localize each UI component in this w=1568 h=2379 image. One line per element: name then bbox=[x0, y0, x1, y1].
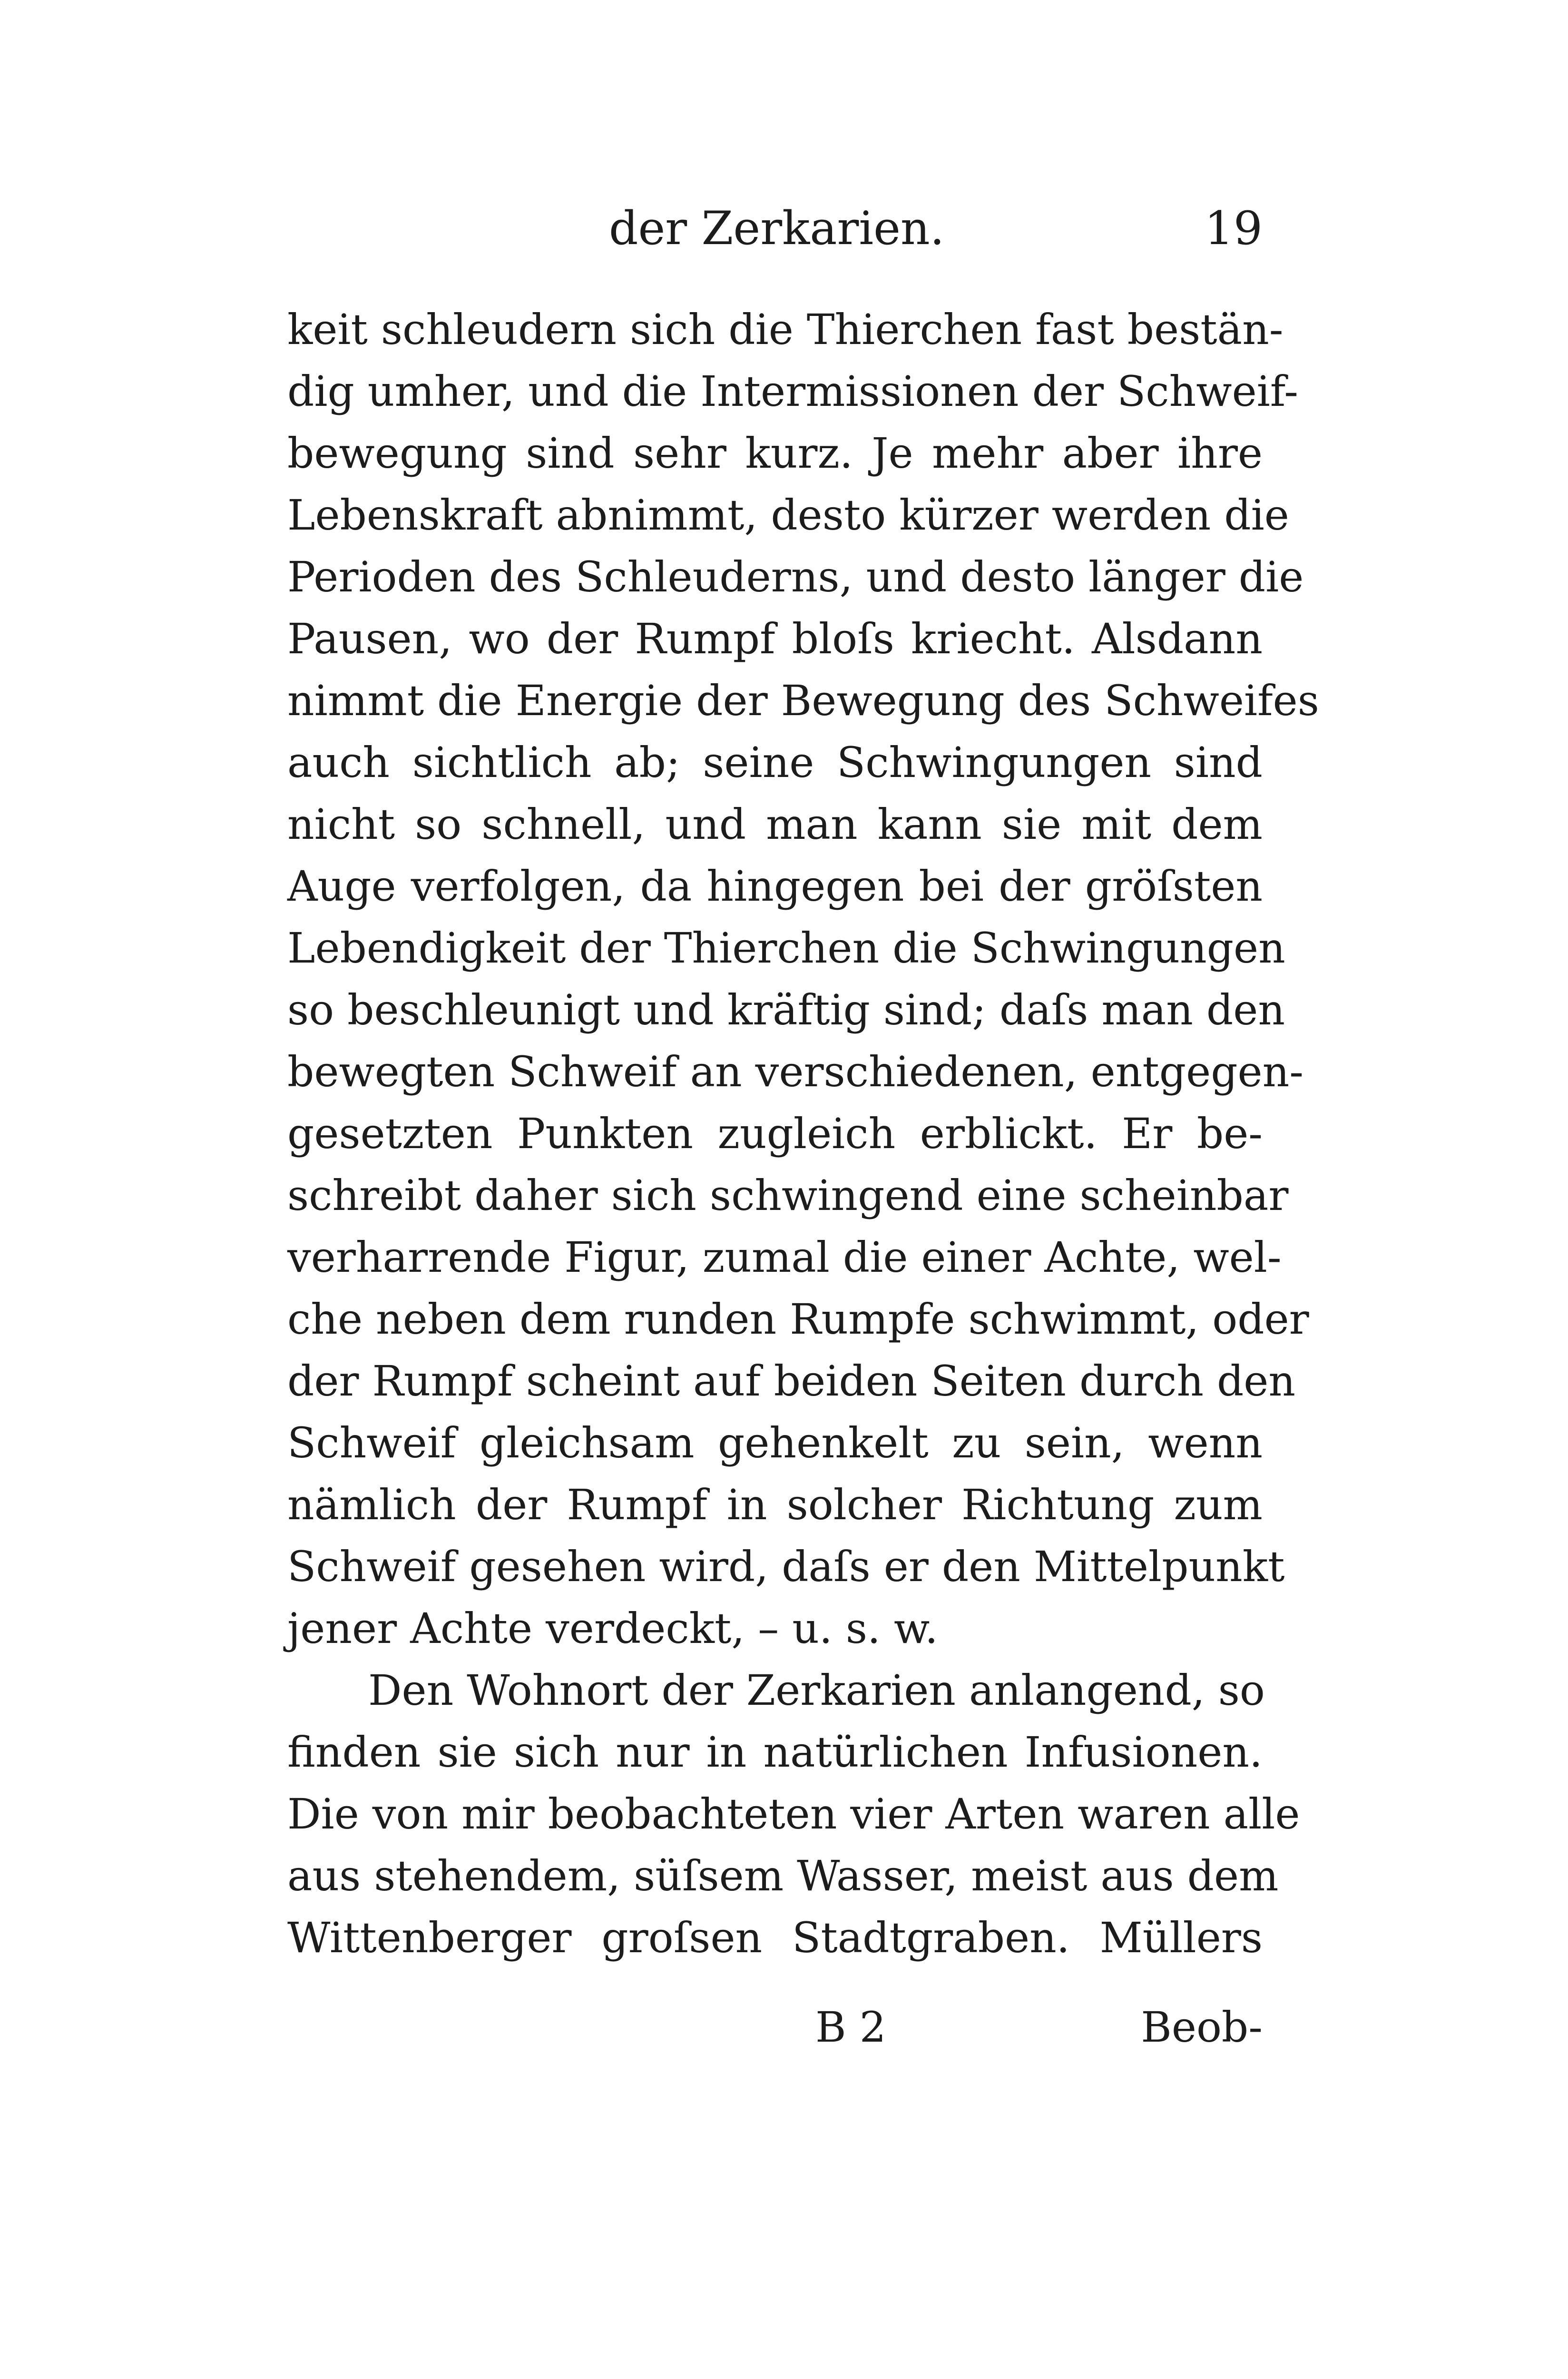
text-line: auch sichtlich ab; seine Schwingungen sind bbox=[287, 738, 1263, 787]
text-line: so beschleunigt und kräftig sind; daſs man den bbox=[287, 985, 1285, 1034]
text-line: jener Achte verdeckt, – u. s. w. bbox=[287, 1604, 938, 1653]
text-line: der Rumpf scheint auf beiden Seiten durch den bbox=[287, 1357, 1296, 1406]
paragraph bbox=[287, 299, 1319, 1660]
text-line: nicht so schnell, und man kann sie mit dem bbox=[287, 800, 1263, 849]
text-line: Pausen, wo der Rumpf bloſs kriecht. Alsdann bbox=[287, 614, 1263, 663]
signature-mark: B 2 bbox=[815, 2003, 886, 2052]
text-line: nämlich der Rumpf in solcher Richtung zum bbox=[287, 1480, 1263, 1529]
text-line: keit schleudern sich die Thierchen fast bestän- bbox=[287, 305, 1284, 354]
text-line: Perioden des Schleuderns, und desto länger die bbox=[287, 552, 1304, 601]
text-line: Den Wohnort der Zerkarien anlangend, so bbox=[368, 1666, 1265, 1715]
text-line: bewegung sind sehr kurz. Je mehr aber ihre bbox=[287, 429, 1263, 478]
text-line: aus stehendem, süſsem Wasser, meist aus dem bbox=[287, 1851, 1279, 1900]
text-line: verharrende Figur, zumal die einer Achte, wel- bbox=[287, 1233, 1282, 1282]
text-line: Schweif gesehen wird, daſs er den Mittelpunkt bbox=[287, 1542, 1285, 1591]
catchword: Beob- bbox=[1141, 2003, 1263, 2052]
text-line: bewegten Schweif an verschiedenen, entgegen- bbox=[287, 1047, 1304, 1096]
text-line: Wittenberger groſsen Stadtgraben. Müllers bbox=[287, 1913, 1263, 1962]
text-line: Auge verfolgen, da hingegen bei der gröſsten bbox=[287, 862, 1263, 911]
text-line: Die von mir beobachteten vier Arten waren alle bbox=[287, 1789, 1300, 1838]
running-title: der Zerkarien. bbox=[609, 202, 945, 255]
page-footer bbox=[287, 1996, 1263, 2058]
text-line: dig umher, und die Intermissionen der Schweif- bbox=[287, 367, 1298, 416]
text-line: che neben dem runden Rumpfe schwimmt, oder bbox=[287, 1295, 1309, 1344]
page-number: 19 bbox=[1204, 202, 1263, 255]
text-line: finden sie sich nur in natürlichen Infusionen. bbox=[287, 1728, 1263, 1777]
body-text bbox=[287, 299, 1319, 1969]
text-line: Lebendigkeit der Thierchen die Schwingungen bbox=[287, 924, 1285, 973]
text-line: gesetzten Punkten zugleich erblickt. Er be- bbox=[287, 1109, 1263, 1158]
page-header bbox=[287, 200, 1263, 257]
text-line: schreibt daher sich schwingend eine scheinbar bbox=[287, 1171, 1289, 1220]
text-line: nimmt die Energie der Bewegung des Schweifes bbox=[287, 676, 1319, 725]
text-line: Schweif gleichsam gehenkelt zu sein, wenn bbox=[287, 1418, 1263, 1467]
paragraph bbox=[287, 1660, 1300, 1969]
text-line: Lebenskraft abnimmt, desto kürzer werden die bbox=[287, 491, 1289, 540]
